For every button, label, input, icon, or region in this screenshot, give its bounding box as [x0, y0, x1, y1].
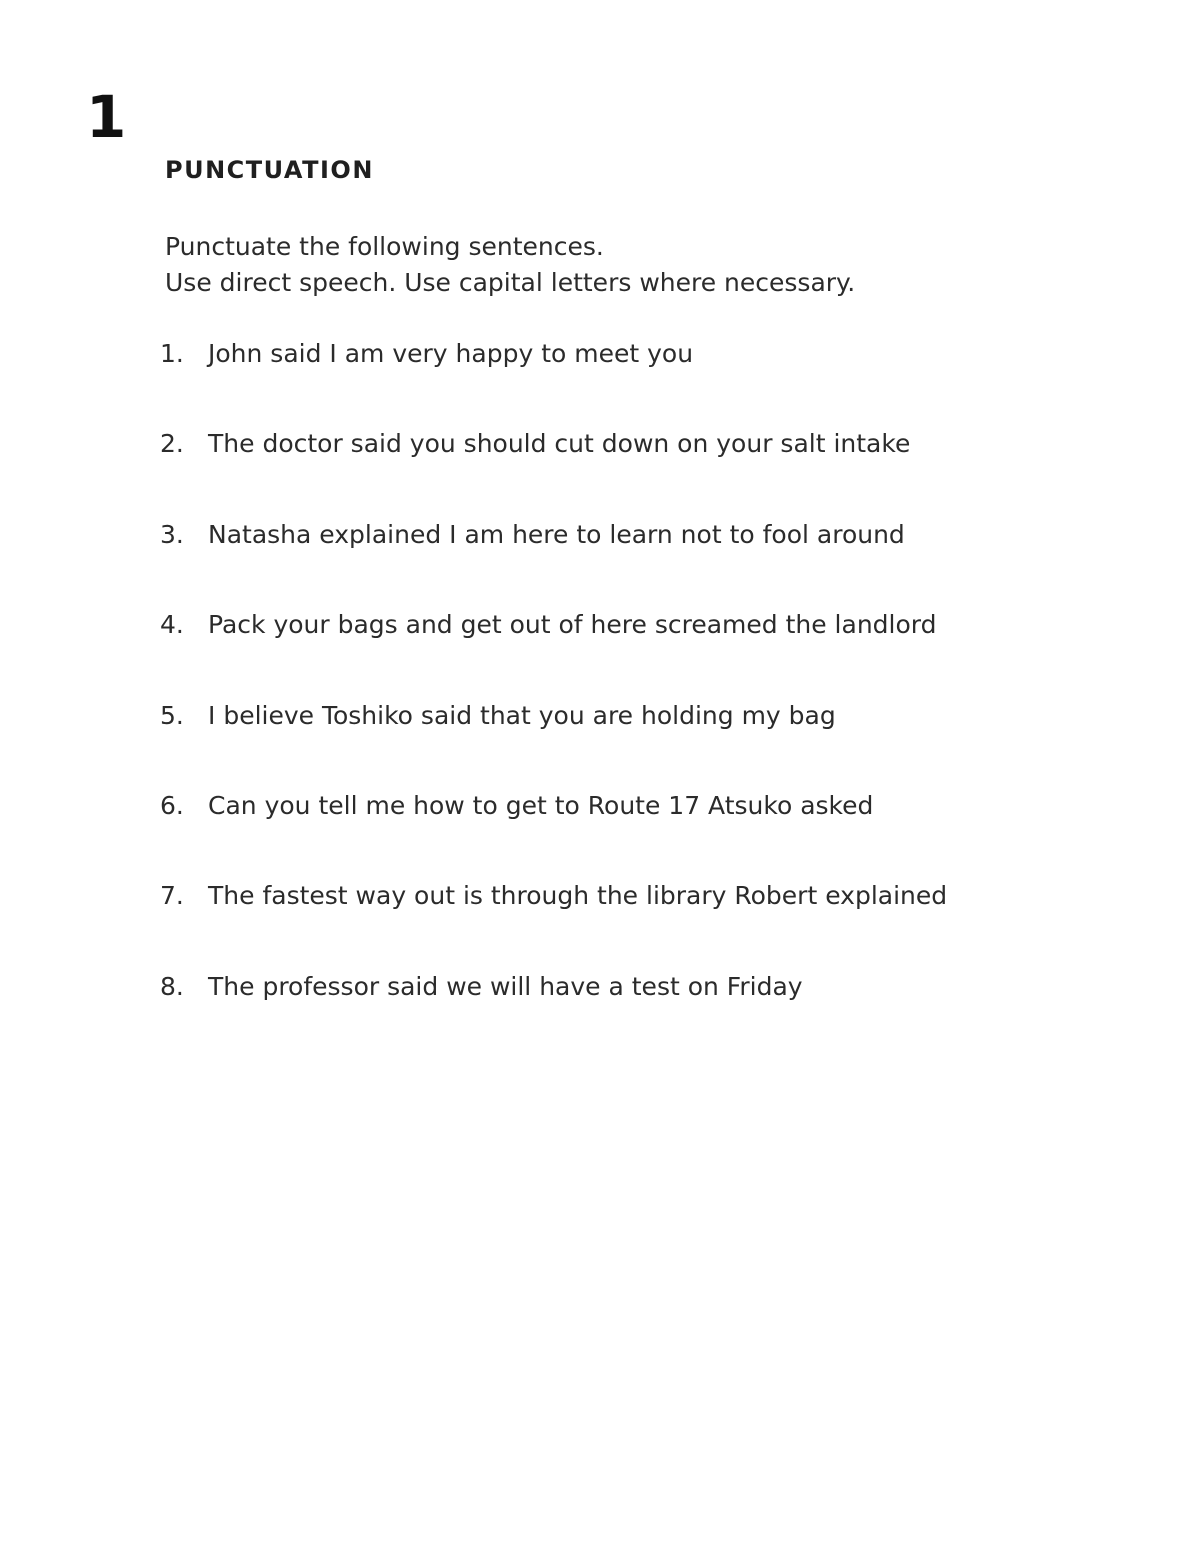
- instruction-line-1: Punctuate the following sentences.: [165, 232, 604, 261]
- exercise-number: 5.: [160, 700, 184, 730]
- exercise-item-4: [160, 608, 947, 698]
- exercise-list: [160, 337, 947, 1060]
- exercise-item-6: [160, 789, 947, 879]
- instructions: [165, 229, 855, 301]
- exercise-number: 7.: [160, 881, 184, 911]
- exercise-number: 6.: [160, 790, 184, 820]
- exercise-sentence: The fastest way out is through the library Robert explained: [208, 881, 948, 911]
- exercise-sentence: Pack your bags and get out of here screamed the landlord: [208, 610, 937, 640]
- exercise-sentence: The professor said we will have a test on Friday: [208, 971, 803, 1001]
- instruction-line-2: Use direct speech. Use capital letters where necessary.: [165, 268, 856, 297]
- exercise-item-3: [160, 518, 947, 608]
- exercise-number: 4.: [160, 610, 184, 640]
- exercise-item-8: [160, 970, 947, 1060]
- exercise-sentence: The doctor said you should cut down on your salt intake: [208, 429, 911, 459]
- exercise-number: 1.: [160, 339, 184, 368]
- exercise-sentence: John said I am very happy to meet you: [208, 339, 694, 368]
- exercise-item-2: [160, 427, 947, 517]
- exercise-number: 2.: [160, 429, 184, 459]
- exercise-item-1: [160, 337, 947, 427]
- page-number: 1: [86, 83, 127, 151]
- exercise-item-5: [160, 699, 947, 789]
- exercise-number: 3.: [160, 519, 184, 549]
- exercise-number: 8.: [160, 971, 184, 1001]
- section-title: PUNCTUATION: [165, 156, 374, 184]
- exercise-item-7: [160, 879, 947, 969]
- exercise-sentence: Natasha explained I am here to learn not to fool around: [208, 519, 905, 549]
- exercise-sentence: I believe Toshiko said that you are holding my bag: [208, 700, 836, 730]
- exercise-sentence: Can you tell me how to get to Route 17 Atsuko asked: [208, 790, 874, 820]
